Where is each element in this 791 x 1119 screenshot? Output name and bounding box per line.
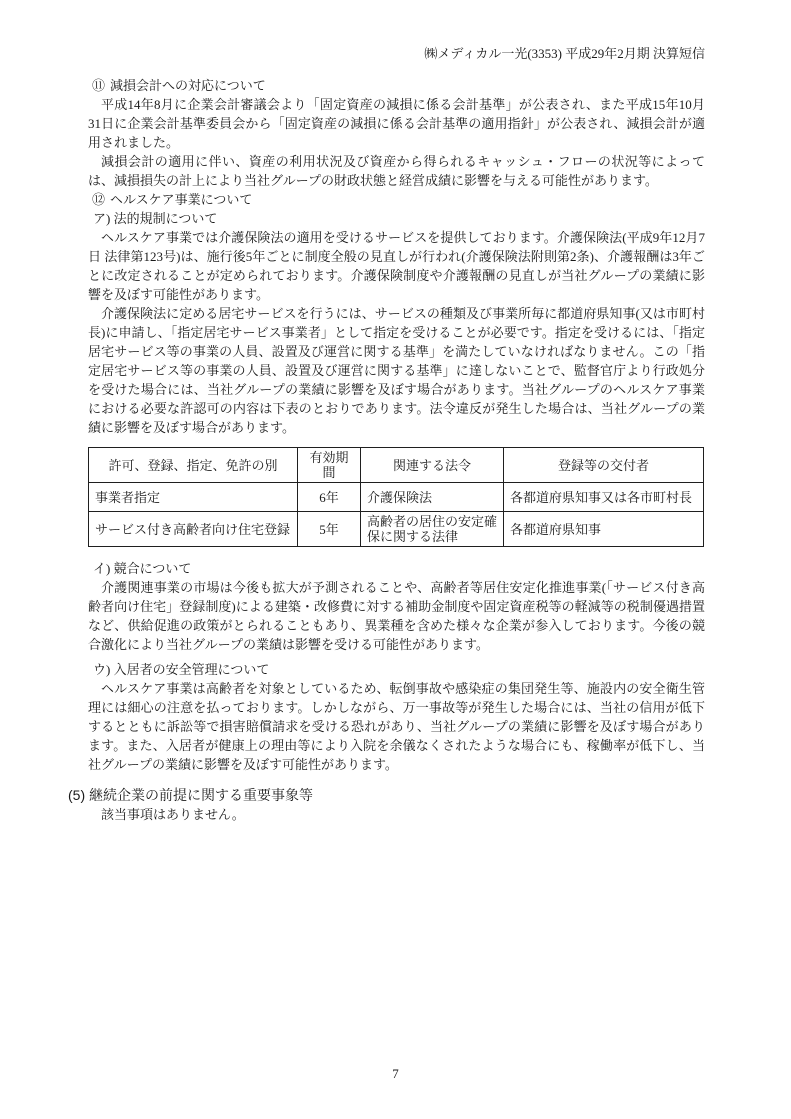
subsection-u-heading: ウ) 入居者の安全管理について — [93, 662, 270, 677]
table-header-law: 関連する法令 — [361, 448, 504, 483]
table-header-term: 有効期間 — [298, 448, 361, 483]
paragraph-resident-safety: ヘルスケア事業は高齢者を対象としているため、転倒事故や感染症の集団発生等、施設内の安全衛生管理には細心の注意を払っております。しかしながら、万一事故等が発生した場合には、当社の信用が低下するとともに訴訟等で損害賠償請求を受ける恐れがあり、当社グループの業績に影響を及ぼす場合があります。また、入居者が健康上の理由等により入院を余儀なくされたような場合にも、稼働率が低下し、当社グループの業績に影響を及ぼす可能性があります。 — [88, 681, 705, 772]
section-going-concern — [68, 785, 705, 825]
subsection-i-heading: イ) 競合について — [93, 561, 192, 576]
section-11-number: ⑪ — [92, 78, 106, 93]
paragraph-impairment-1: 平成14年8月に企業会計審議会より「固定資産の減損に係る会計基準」が公表され、また平成15年10月31日に企業会計基準委員会から「固定資産の減損に係る会計基準の適用指針」が公表され、減損会計が適用されました。 — [88, 97, 705, 150]
table-header-kind: 許可、登録、指定、免許の別 — [89, 448, 298, 483]
section-healthcare-business — [88, 190, 705, 774]
table-row — [89, 483, 704, 512]
section-5-heading: (5) 継続企業の前提に関する重要事象等 — [68, 787, 313, 803]
section-12-heading — [88, 190, 705, 209]
cell-term: 5年 — [298, 512, 361, 547]
section-12-title: ヘルスケア事業について — [110, 192, 253, 207]
subsection-a-heading: ア) 法的規制について — [93, 211, 218, 226]
table-row — [89, 512, 704, 547]
paragraph-impairment-2: 減損会計の適用に伴い、資産の利用状況及び資産から得られるキャッシュ・フローの状況等によっては、減損損失の計上により当社グループの財政状態と経営成績に影響を与える可能性があります。 — [88, 154, 705, 188]
section-12-number: ⑫ — [92, 192, 106, 207]
document-body — [68, 76, 705, 825]
page-number: 7 — [392, 1066, 399, 1081]
cell-law: 介護保険法 — [361, 483, 504, 512]
license-table — [88, 447, 704, 547]
cell-issuer: 各都道府県知事 — [504, 512, 704, 547]
cell-issuer: 各都道府県知事又は各市町村長 — [504, 483, 704, 512]
section-11-title: 減損会計への対応について — [110, 78, 266, 93]
cell-kind: サービス付き高齢者向け住宅登録 — [89, 512, 298, 547]
paragraph-legal-regulation-1: ヘルスケア事業では介護保険法の適用を受けるサービスを提供しております。介護保険法(平成9年12月7日 法律第123号)は、施行後5年ごとに制度全般の見直しが行われ(介護保険法附則第2条)、介護報酬は3年ごとに改定されることが定められております。介護保険制度や介護報酬の見直しが当社グループの業績に影響を及ぼす可能性があります。 — [88, 230, 705, 302]
cell-law: 高齢者の居住の安定確保に関する法律 — [361, 512, 504, 547]
table-header-issuer: 登録等の交付者 — [504, 448, 704, 483]
section-5-body: 該当事項はありません。 — [101, 807, 245, 822]
paragraph-legal-regulation-2: 介護保険法に定める居宅サービスを行うには、サービスの種類及び事業所毎に都道府県知事(又は市町村長)に申請し、「指定居宅サービス事業者」として指定を受けることが必要です。指定を受けるには、「指定居宅サービス等の事業の人員、設置及び運営に関する基準」を満たしていなければなりません。この「指定居宅サービス等の事業の人員、設置及び運営に関する基準」に達しないことで、監督官庁より行政処分を受けた場合には、当社グループの業績に影響を及ぼす場合があります。当社グループのヘルスケア事業における必要な許認可の内容は下表のとおりであります。法令違反が発生した場合は、当社グループの業績に影響を及ぼす場合があります。 — [88, 306, 705, 435]
section-11-heading — [88, 76, 705, 95]
license-table-header-row — [89, 448, 704, 483]
cell-term: 6年 — [298, 483, 361, 512]
section-impairment-accounting — [88, 76, 705, 190]
document-header: ㈱メディカル一光(3353) 平成29年2月期 決算短信 — [424, 46, 705, 61]
paragraph-competition: 介護関連事業の市場は今後も拡大が予測されることや、高齢者等居住安定化推進事業(「サービス付き高齢者向け住宅」登録制度)による建築・改修費に対する補助金制度や固定資産税等の軽減等の税制優遇措置など、供給促進の政策がとられることもあり、異業種を含めた様々な企業が参入しております。今後の競合激化により当社グループの業績は影響を受ける可能性があります。 — [88, 580, 705, 652]
cell-kind: 事業者指定 — [89, 483, 298, 512]
